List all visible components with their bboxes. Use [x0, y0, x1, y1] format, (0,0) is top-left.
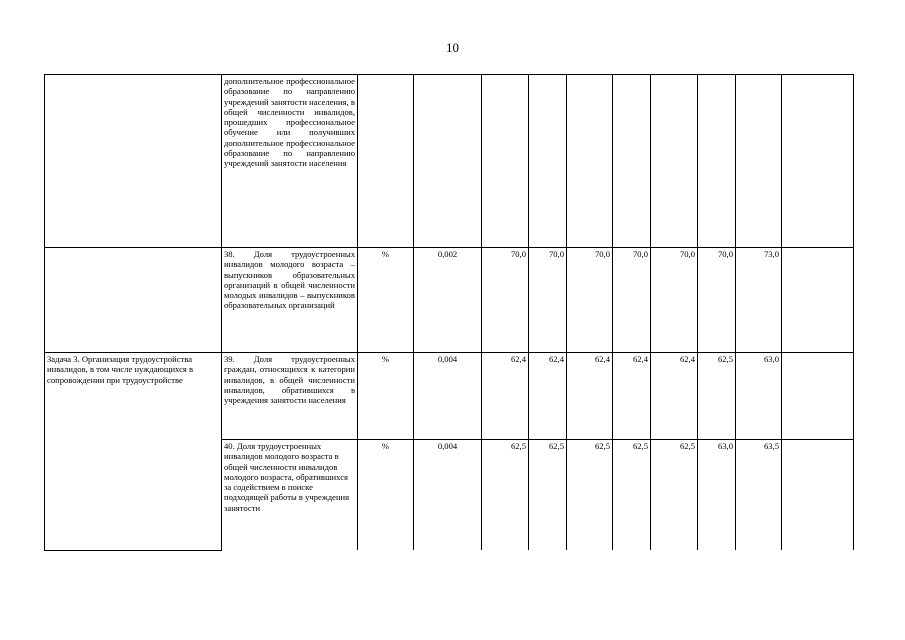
weight-cell: 0,002 — [414, 248, 482, 353]
value-cell: 62,5 — [529, 440, 567, 551]
value-cell: 63,5 — [736, 440, 782, 551]
indicator-cell: дополнительное профессиональное образование по направлению учреждений занятости населения, в общей численности инвалидов, прошедших профессиональное обучение или получивших дополнительное профессиональное образование по направлению учреждений занятости населения — [222, 75, 358, 248]
value-cell: 62,5 — [698, 353, 736, 440]
value-cell: 70,0 — [613, 248, 651, 353]
table-row — [45, 353, 854, 440]
value-cell — [613, 75, 651, 248]
weight-cell — [414, 75, 482, 248]
table-row — [45, 248, 854, 353]
value-cell: 70,0 — [651, 248, 698, 353]
value-cell — [736, 75, 782, 248]
task-cell — [45, 75, 222, 248]
value-cell: 62,4 — [567, 353, 613, 440]
value-cell — [529, 75, 567, 248]
task-cell: Задача 3. Организация трудоустройства инвалидов, в том числе нуждающихся в сопровождении при трудоустройстве — [45, 353, 222, 551]
unit-cell: % — [358, 248, 414, 353]
indicator-cell: 40. Доля трудоустроенных инвалидов молодого возраста в общей численности инвалидов молодого возраста, обратившихся за содействием в поиске подходящей работы в учреждения занятости — [222, 440, 358, 551]
task-cell — [45, 248, 222, 353]
value-cell: 70,0 — [482, 248, 529, 353]
value-cell — [651, 75, 698, 248]
value-cell: 62,4 — [613, 353, 651, 440]
value-cell: 63,0 — [698, 440, 736, 551]
value-cell: 63,0 — [736, 353, 782, 440]
value-cell — [698, 75, 736, 248]
unit-cell: % — [358, 353, 414, 440]
value-cell: 62,5 — [482, 440, 529, 551]
value-cell: 62,5 — [613, 440, 651, 551]
value-cell — [567, 75, 613, 248]
indicator-cell: 39. Доля трудоустроенных граждан, относящихся к категории инвалидов, в общей численности инвалидов, обратившихся в учреждения занятости населения — [222, 353, 358, 440]
table-row — [45, 75, 854, 248]
weight-cell: 0,004 — [414, 353, 482, 440]
page-number: 10 — [446, 40, 459, 55]
value-cell: 70,0 — [567, 248, 613, 353]
empty-cell — [782, 75, 854, 248]
unit-cell — [358, 75, 414, 248]
value-cell: 62,5 — [651, 440, 698, 551]
value-cell: 62,4 — [651, 353, 698, 440]
value-cell: 62,5 — [567, 440, 613, 551]
value-cell — [482, 75, 529, 248]
value-cell: 70,0 — [529, 248, 567, 353]
value-cell: 73,0 — [736, 248, 782, 353]
indicator-cell: 38. Доля трудоустроенных инвалидов молодого возраста – выпускников образовательных организаций в общей численности молодых инвалидов – выпускников образовательных организаций — [222, 248, 358, 353]
unit-cell: % — [358, 440, 414, 551]
value-cell: 70,0 — [698, 248, 736, 353]
empty-cell — [782, 353, 854, 440]
weight-cell: 0,004 — [414, 440, 482, 551]
empty-cell — [782, 248, 854, 353]
value-cell: 62,4 — [482, 353, 529, 440]
empty-cell — [782, 440, 854, 551]
indicators-table — [44, 74, 854, 551]
value-cell: 62,4 — [529, 353, 567, 440]
